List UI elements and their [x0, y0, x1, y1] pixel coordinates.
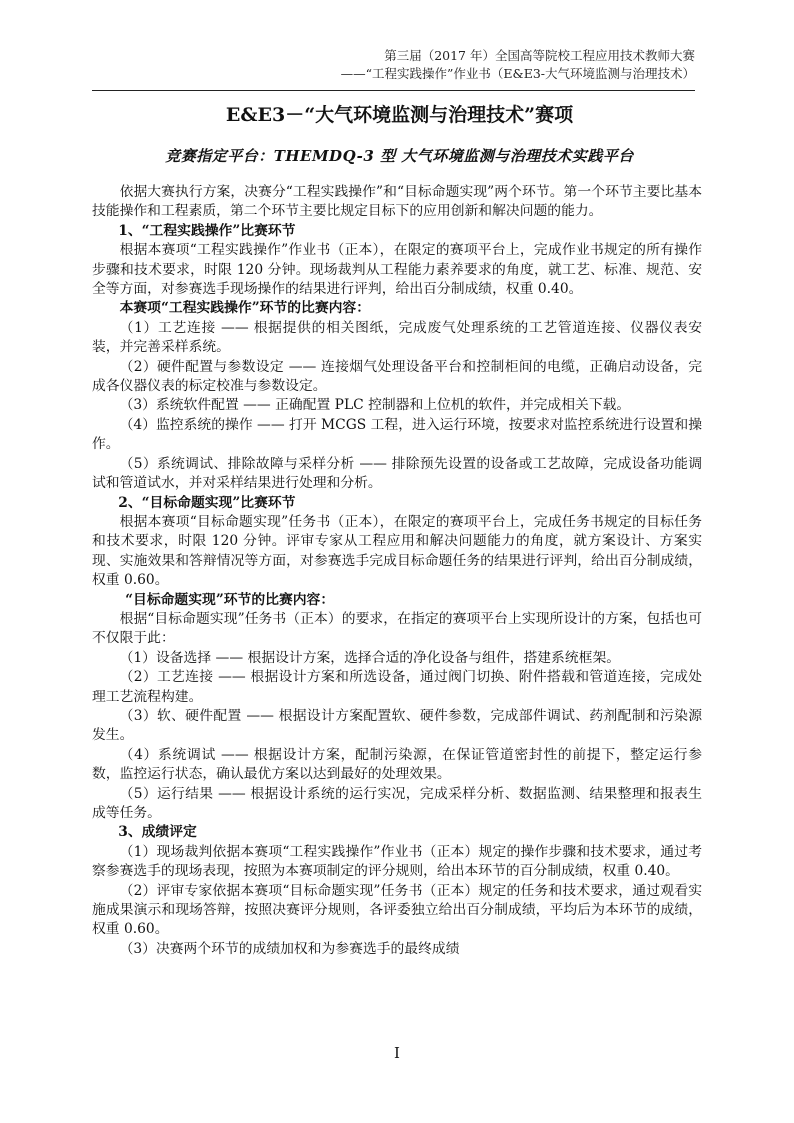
section-2-paragraph: 根据本赛项“目标命题实现”任务书（正本），在限定的赛项平台上，完成任务书规定的目标任务和技术要求，时限 120 分钟。评审专家从工程应用和解决问题能力的角度，就方案设计、方案实现、实施效果和答辩情况等方面，对参赛选手完成目标命题任务的结果进行评判，给出百分制成绩，权重 0.60。 — [92, 513, 702, 589]
section-2-item-4: （4）系统调试 —— 根据设计方案，配制污染源，在保证管道密封性的前提下，整定运行参数，监控运行状态，确认最优方案以达到最好的处理效果。 — [92, 746, 702, 783]
section-1-paragraph: 根据本赛项“工程实践操作”作业书（正本），在限定的赛项平台上，完成作业书规定的所有操作步骤和技术要求，时限 120 分钟。现场裁判从工程能力素养要求的角度，就工艺、标准、规范、安全等方面，对参赛选手现场操作的结果进行评判，给出百分制成绩，权重 0.40。 — [92, 242, 702, 298]
section-heading-2: 2、“目标命题实现”比赛环节 — [118, 494, 296, 511]
section-2-item-3: （3）软、硬件配置 —— 根据设计方案配置软、硬件参数，完成部件调试、药剂配制和污染源发生。 — [92, 707, 702, 744]
section-1-content-heading: 本赛项“工程实践操作”环节的比赛内容： — [119, 300, 371, 317]
section-2-item-1: （1）设备选择 —— 根据设计方案，选择合适的净化设备与组件，搭建系统框架。 — [119, 649, 621, 666]
page-number: I — [394, 1044, 400, 1062]
document-title: E&E3－“大气环境监测与治理技术”赛项 — [225, 104, 574, 126]
section-3-item-2: （2）评审专家依据本赛项“目标命题实现”任务书（正本）规定的任务和技术要求，通过观看实施成果演示和现场答辩，按照决赛评分规则，各评委独立给出百分制成绩，平均后为本环节的成绩，权重 0.60。 — [92, 882, 702, 938]
section-2-item-5: （5）运行结果 —— 根据设计系统的运行实况，完成采样分析、数据监测、结果整理和报表生成等任务。 — [92, 785, 702, 821]
section-1-item-1: （1）工艺连接 —— 根据提供的相关图纸，完成废气处理系统的工艺管道连接、仪器仪表安装，并完善采样系统。 — [92, 319, 702, 356]
section-1-item-3: （3）系统软件配置 —— 正确配置 PLC 控制器和上位机的软件，并完成相关下载。 — [119, 397, 631, 414]
section-2-content-heading: “目标命题实现”环节的比赛内容： — [125, 591, 335, 608]
section-3-item-1: （1）现场裁判依据本赛项“工程实践操作”作业书（正本）规定的操作步骤和技术要求，通过考察参赛选手的现场表现，按照为本赛项制定的评分规则，给出本环节的百分制成绩，权重 0.40。 — [92, 843, 702, 880]
section-1-item-2: （2）硬件配置与参数设定 —— 连接烟气处理设备平台和控制柜间的电缆，正确启动设备，完成各仪器仪表的标定校准与参数设定。 — [92, 358, 702, 395]
section-2-item-2: （2）工艺连接 —— 根据设计方案和所选设备，通过阀门切换、附件搭载和管道连接，完成处理工艺流程构建。 — [92, 669, 702, 705]
section-1-item-4: （4）监控系统的操作 —— 打开 MCGS 工程，进入运行环境，按要求对监控系统进行设置和操作。 — [92, 416, 702, 453]
section-heading-3: 3、成绩评定 — [118, 824, 197, 841]
document-body — [92, 183, 702, 959]
running-header — [92, 47, 695, 83]
intro-paragraph: 依据大赛执行方案，决赛分“工程实践操作”和“目标命题实现”两个环节。第一个环节主要比基本技能操作和工程素质，第二个环节主要比规定目标下的应用创新和解决问题的能力。 — [92, 184, 702, 220]
section-3-item-3: （3）决赛两个环节的成绩加权和为参赛选手的最终成绩 — [119, 940, 460, 957]
header-line-2: ——“工程实践操作”作业书（E&E3-大气环境监测与治理技术） — [340, 66, 695, 81]
section-2-intro: 根据“目标命题实现”任务书（正本）的要求，在指定的赛项平台上实现所设计的方案，包括也可不仅限于此： — [92, 610, 702, 647]
header-rule — [92, 90, 695, 91]
header-line-1: 第三届（2017 年）全国高等院校工程应用技术教师大赛 — [384, 48, 695, 63]
section-1-item-5: （5）系统调试、排除故障与采样分析 —— 排除预先设置的设备或工艺故障，完成设备功能调试和管道试水，并对采样结果进行处理和分析。 — [92, 455, 702, 492]
section-heading-1: 1、“工程实践操作”比赛环节 — [118, 222, 296, 239]
document-subtitle: 竞赛指定平台：THEMDQ-3 型 大气环境监测与治理技术实践平台 — [165, 147, 634, 165]
